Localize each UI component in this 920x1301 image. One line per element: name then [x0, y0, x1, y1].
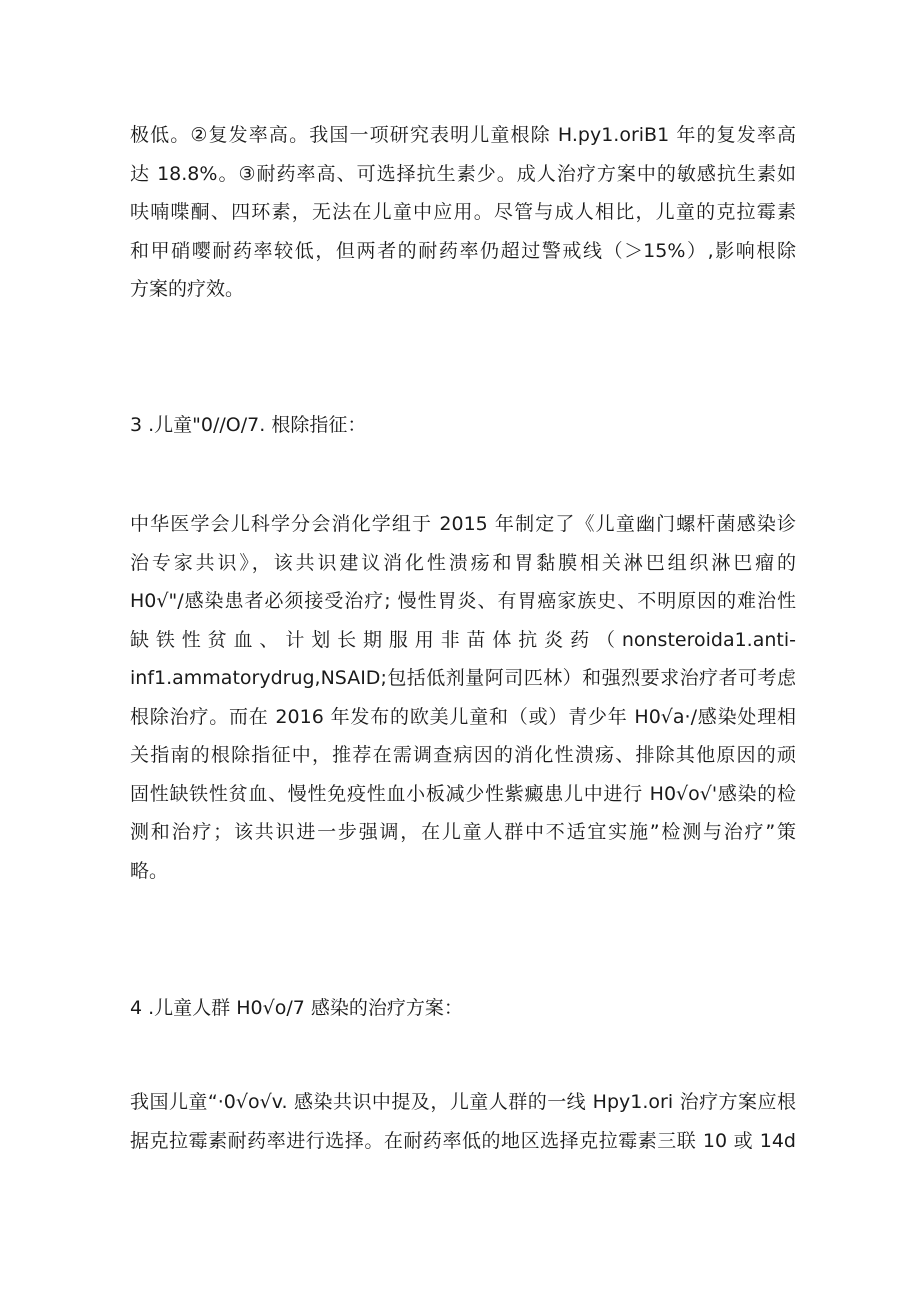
section-heading-eradication-indications: 3 .儿童"0//O/7. 根除指征：: [130, 414, 367, 436]
text-line: 中华医学会儿科学分会消化学组于 2015 年制定了《儿童幽门螺杆菌感染诊: [130, 513, 796, 535]
text-line: H0√"/感染患者必须接受治疗; 慢性胃炎、有胃癌家族史、不明原因的难治性: [130, 590, 796, 612]
paragraph-recurrence-resistance: [130, 116, 796, 309]
text-line: 治专家共识》，该共识建议消化性溃疡和胃黏膜相关淋巴组织淋巴瘤的: [130, 551, 796, 574]
paragraph-treatment-plan: [130, 1083, 796, 1160]
text-line: 达 18.8%。③耐药率高、可选择抗生素少。成人治疗方案中的敏感抗生素如: [130, 162, 796, 185]
text-line: 固性缺铁性贫血、慢性免疫性血小板减少性紫癜患儿中进行 H0√o√'感染的检: [130, 782, 796, 805]
text-line: 缺铁性贫血、计划长期服用非苗体抗炎药（nonsteroida1.anti-: [130, 628, 796, 651]
text-line: inf1.ammatorydrug,NSAID;包括低剂量阿司匹林）和强烈要求治疗者可考虑: [130, 667, 796, 689]
paragraph-eradication-indications: [130, 505, 796, 890]
text-line: 方案的疗效。: [130, 278, 245, 300]
text-line: 和甲硝嘤耐药率较低，但两者的耐药率仍超过警戒线（＞15%）,影响根除: [130, 239, 796, 262]
text-line: 极低。②复发率高。我国一项研究表明儿童根除 H.py1.oriB1 年的复发率高: [130, 124, 796, 146]
text-line: 关指南的根除指征中，推荐在需调查病因的消化性溃疡、排除其他原因的顽: [130, 744, 796, 766]
section-heading-treatment-plan: 4 .儿童人群 H0√o/7 感染的治疗方案：: [130, 997, 463, 1019]
text-line: 测和治疗；该共识进一步强调，在儿童人群中不适宜实施”检测与治疗”策: [130, 821, 796, 843]
text-line: 我国儿童“·0√o√v. 感染共识中提及，儿童人群的一线 Hpy1.ori 治疗方案应根: [130, 1091, 796, 1113]
text-line: 略。: [130, 859, 169, 882]
text-line: 根除治疗。而在 2016 年发布的欧美儿童和（或）青少年 H0√a·/感染处理相: [130, 705, 796, 728]
text-line: 呋喃喋酮、四环素，无法在儿童中应用。尽管与成人相比，儿童的克拉霉素: [130, 201, 796, 223]
text-line: 据克拉霉素耐药率进行选择。在耐药率低的地区选择克拉霉素三联 10 或 14d: [130, 1129, 796, 1152]
